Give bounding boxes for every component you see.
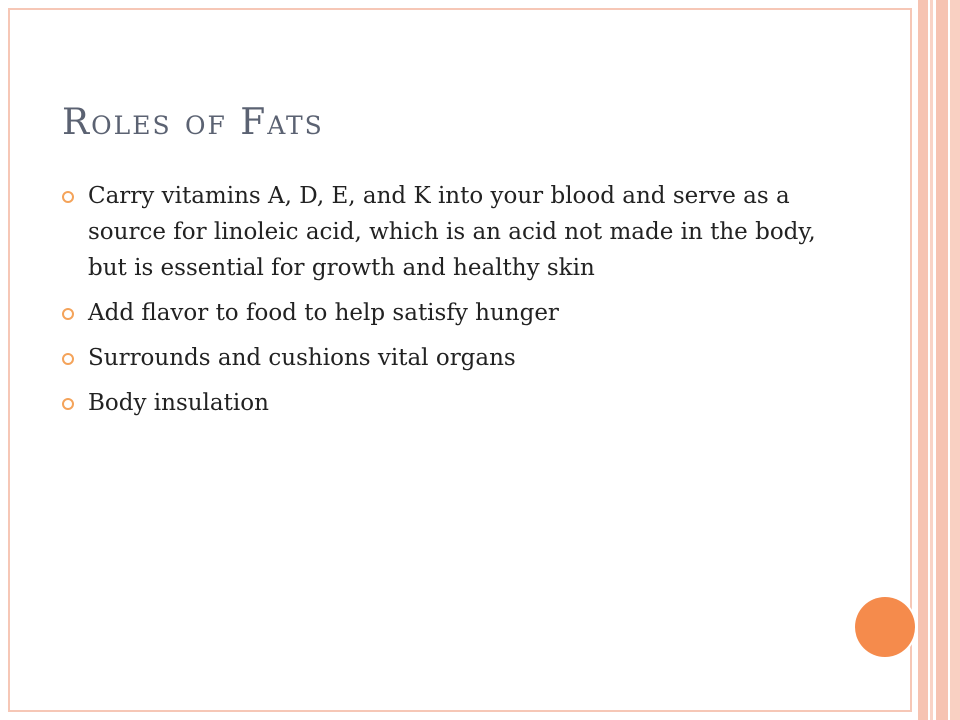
ring-bullet-icon [62,398,74,410]
bullet-list [62,178,822,430]
bullet-item [62,295,822,331]
decorative-stripe [930,0,933,720]
bullet-item [62,385,822,421]
ring-bullet-icon [62,191,74,203]
bullet-item [62,340,822,376]
ring-bullet-icon [62,353,74,365]
bullet-item [62,178,822,286]
decorative-stripe [936,0,948,720]
bullet-text: Body insulation [88,390,269,416]
bullet-text: Add flavor to food to help satisfy hunger [88,300,559,326]
bullet-text: Carry vitamins A, D, E, and K into your blood and serve as a source for linoleic acid, which is an acid not made in the body, but is essential for growth and healthy skin [88,183,816,281]
bullet-text: Surrounds and cushions vital organs [88,345,516,371]
decorative-stripe [918,0,928,720]
ring-bullet-icon [62,308,74,320]
slide-title: Roles of Fats [62,102,324,143]
decorative-circle [855,597,915,657]
decorative-stripe [950,0,960,720]
